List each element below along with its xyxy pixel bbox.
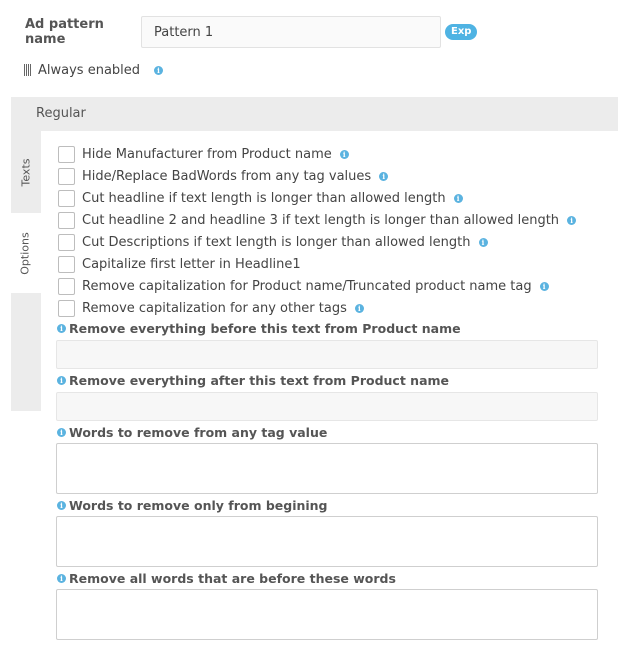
ad-pattern-name-label: Ad pattern name	[25, 17, 104, 47]
remove-after-label	[57, 373, 449, 388]
option-label: Hide Manufacturer from Product name	[82, 146, 332, 162]
checkbox[interactable]	[58, 234, 75, 251]
info-icon[interactable]: i	[57, 428, 66, 437]
options-list	[58, 143, 576, 319]
words-before-label-text: Remove all words that are before these words	[69, 571, 396, 586]
checkbox[interactable]	[58, 146, 75, 163]
remove-after-label-text: Remove everything after this text from Product name	[69, 373, 450, 388]
option-cut-descriptions[interactable]	[58, 231, 576, 253]
info-icon[interactable]: i	[154, 66, 163, 75]
info-icon[interactable]: i	[57, 574, 66, 583]
always-enabled-toggle[interactable]	[24, 60, 140, 80]
info-icon[interactable]: i	[340, 150, 349, 159]
words-before-textarea[interactable]	[56, 589, 598, 640]
option-label: Remove capitalization for Product name/Truncated product name tag	[82, 278, 532, 294]
option-label: Cut headline if text length is longer than allowed length	[82, 190, 446, 206]
option-capitalize-first[interactable]	[58, 253, 576, 275]
section-title: Regular	[36, 106, 86, 121]
checkbox[interactable]	[58, 278, 75, 295]
info-icon[interactable]: i	[567, 216, 576, 225]
option-label: Cut Descriptions if text length is longer than allowed length	[82, 234, 471, 250]
tab-options-label: Options	[19, 231, 33, 275]
remove-before-input[interactable]	[56, 340, 598, 369]
option-cut-headline[interactable]	[58, 187, 576, 209]
checkbox[interactable]	[58, 212, 75, 229]
info-icon[interactable]: i	[57, 501, 66, 510]
option-remove-cap-product[interactable]	[58, 275, 576, 297]
tab-texts[interactable]	[11, 131, 41, 213]
remove-before-label-text: Remove everything before this text from Product name	[69, 321, 461, 336]
checkbox[interactable]	[58, 300, 75, 317]
info-icon[interactable]: i	[454, 194, 463, 203]
words-beginning-textarea[interactable]	[56, 516, 598, 567]
words-beginning-label-text: Words to remove only from begining	[69, 498, 328, 513]
words-beginning-label	[57, 498, 328, 513]
exp-badge[interactable]: Exp	[445, 24, 477, 40]
checkbox[interactable]	[58, 168, 75, 185]
option-label: Hide/Replace BadWords from any tag values	[82, 168, 372, 184]
info-icon[interactable]: i	[57, 376, 66, 385]
words-any-label-text: Words to remove from any tag value	[69, 425, 328, 440]
option-cut-headline-2-3[interactable]	[58, 209, 576, 231]
checkbox[interactable]	[58, 190, 75, 207]
info-icon[interactable]: i	[540, 282, 549, 291]
info-icon[interactable]: i	[355, 304, 364, 313]
option-hide-manufacturer[interactable]	[58, 143, 576, 165]
tab-texts-label: Texts	[19, 158, 33, 186]
checkbox[interactable]	[58, 256, 75, 273]
option-hide-badwords[interactable]	[58, 165, 576, 187]
words-before-label	[57, 571, 396, 586]
always-enabled-label: Always enabled	[38, 62, 141, 78]
info-icon[interactable]: i	[379, 172, 388, 181]
vertical-tabs	[11, 131, 41, 411]
remove-after-input[interactable]	[56, 392, 598, 421]
option-label: Capitalize first letter in Headline1	[82, 256, 301, 272]
remove-before-label	[57, 321, 461, 336]
ad-pattern-row	[25, 16, 477, 48]
option-label: Cut headline 2 and headline 3 if text length is longer than allowed length	[82, 212, 560, 228]
toggle-bars-icon	[24, 64, 34, 76]
option-label: Remove capitalization for any other tags	[82, 300, 347, 316]
section-header	[11, 97, 618, 131]
info-icon[interactable]: i	[479, 238, 488, 247]
info-icon[interactable]: i	[57, 324, 66, 333]
ad-pattern-name-input[interactable]	[141, 16, 441, 48]
words-any-label	[57, 425, 327, 440]
option-remove-cap-other[interactable]	[58, 297, 576, 319]
words-any-textarea[interactable]	[56, 443, 598, 494]
tab-options[interactable]	[11, 213, 41, 293]
